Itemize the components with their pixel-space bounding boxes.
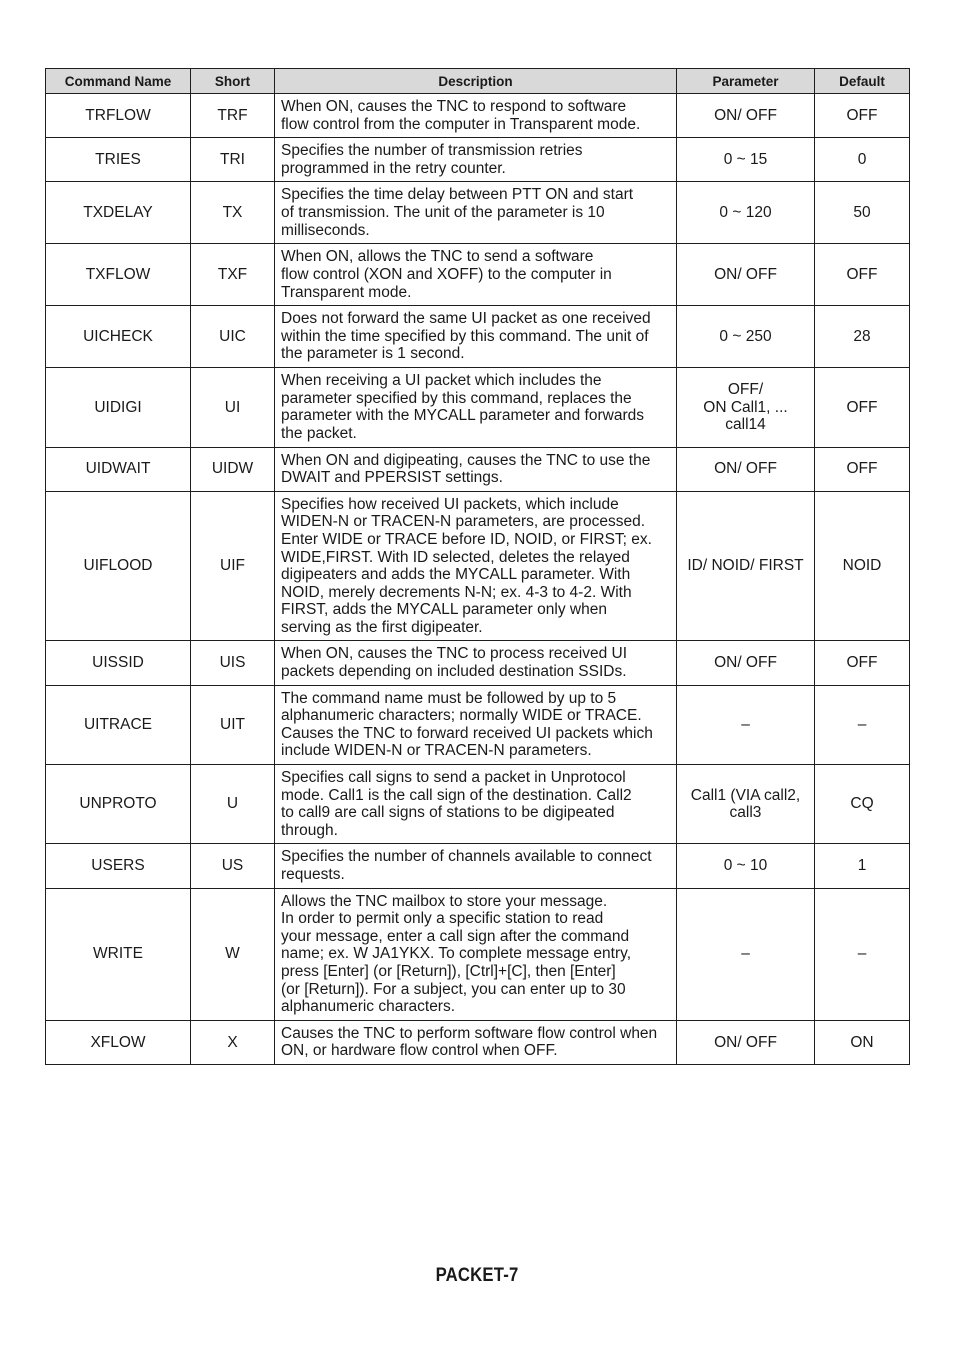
default-cell: 0	[815, 138, 910, 182]
short-cell: TX	[191, 182, 275, 244]
default-cell: NOID	[815, 491, 910, 641]
command-name-cell: UISSID	[46, 641, 191, 685]
table-body	[46, 94, 910, 1065]
default-cell: OFF	[815, 641, 910, 685]
header-parameter: Parameter	[677, 69, 815, 94]
command-name-cell: XFLOW	[46, 1020, 191, 1064]
command-name-cell: UIDWAIT	[46, 447, 191, 491]
header-default: Default	[815, 69, 910, 94]
command-name-cell: UNPROTO	[46, 765, 191, 844]
table-header	[46, 69, 910, 94]
default-cell: OFF	[815, 368, 910, 447]
table-row	[46, 1020, 910, 1064]
description-cell: When ON, allows the TNC to send a software flow control (XON and XOFF) to the computer in Transparent mode.	[275, 244, 677, 306]
short-cell: UIT	[191, 685, 275, 764]
description-cell: When ON, causes the TNC to process received UI packets depending on included destination SSIDs.	[275, 641, 677, 685]
description-cell: When receiving a UI packet which includes the parameter specified by this command, replaces the parameter with the MYCALL parameter and forwards the packet.	[275, 368, 677, 447]
short-cell: W	[191, 888, 275, 1020]
description-cell: Does not forward the same UI packet as one received within the time specified by this command. The unit of the parameter is 1 second.	[275, 306, 677, 368]
default-cell: OFF	[815, 244, 910, 306]
table-row	[46, 368, 910, 447]
header-row	[46, 69, 910, 94]
command-name-cell: UIFLOOD	[46, 491, 191, 641]
parameter-cell: 0 ~ 15	[677, 138, 815, 182]
short-cell: U	[191, 765, 275, 844]
short-cell: UIC	[191, 306, 275, 368]
command-name-cell: TXDELAY	[46, 182, 191, 244]
command-name-cell: UITRACE	[46, 685, 191, 764]
header-command-name: Command Name	[46, 69, 191, 94]
default-cell: OFF	[815, 94, 910, 138]
short-cell: UIS	[191, 641, 275, 685]
description-cell: When ON and digipeating, causes the TNC to use the DWAIT and PPERSIST settings.	[275, 447, 677, 491]
table-row	[46, 182, 910, 244]
parameter-cell: 0 ~ 120	[677, 182, 815, 244]
parameter-cell: –	[677, 685, 815, 764]
command-name-cell: TXFLOW	[46, 244, 191, 306]
parameter-cell: Call1 (VIA call2, call3	[677, 765, 815, 844]
description-cell: The command name must be followed by up to 5 alphanumeric characters; normally WIDE or TRACE. Causes the TNC to forward received UI packets which include WIDEN-N or TRACEN-N parameters.	[275, 685, 677, 764]
parameter-cell: ON/ OFF	[677, 447, 815, 491]
command-name-cell: TRIES	[46, 138, 191, 182]
parameter-cell: ON/ OFF	[677, 1020, 815, 1064]
short-cell: TRF	[191, 94, 275, 138]
command-name-cell: WRITE	[46, 888, 191, 1020]
default-cell: 28	[815, 306, 910, 368]
table-row	[46, 244, 910, 306]
table-row	[46, 641, 910, 685]
short-cell: X	[191, 1020, 275, 1064]
short-cell: TXF	[191, 244, 275, 306]
table-row	[46, 138, 910, 182]
default-cell: 50	[815, 182, 910, 244]
default-cell: –	[815, 888, 910, 1020]
default-cell: 1	[815, 844, 910, 888]
description-cell: Specifies call signs to send a packet in Unprotocol mode. Call1 is the call sign of the destination. Call2 to call9 are call signs of stations to be digipeated through.	[275, 765, 677, 844]
header-short: Short	[191, 69, 275, 94]
parameter-cell: ON/ OFF	[677, 244, 815, 306]
table-row	[46, 844, 910, 888]
description-cell: Specifies the number of channels available to connect requests.	[275, 844, 677, 888]
command-name-cell: UICHECK	[46, 306, 191, 368]
default-cell: ON	[815, 1020, 910, 1064]
table-row	[46, 765, 910, 844]
short-cell: UIDW	[191, 447, 275, 491]
table-row	[46, 888, 910, 1020]
header-description: Description	[275, 69, 677, 94]
default-cell: OFF	[815, 447, 910, 491]
description-cell: When ON, causes the TNC to respond to software flow control from the computer in Transparent mode.	[275, 94, 677, 138]
parameter-cell: ON/ OFF	[677, 94, 815, 138]
short-cell: TRI	[191, 138, 275, 182]
parameter-cell: ON/ OFF	[677, 641, 815, 685]
table-row	[46, 94, 910, 138]
short-cell: UIF	[191, 491, 275, 641]
table-row	[46, 491, 910, 641]
default-cell: –	[815, 685, 910, 764]
description-cell: Specifies how received UI packets, which include WIDEN-N or TRACEN-N parameters, are processed. Enter WIDE or TRACE before ID, NOID, or FIRST; ex. WIDE,FIRST. With ID selected, deletes the relayed digipeaters and adds the MYCALL parameter. With NOID, merely decrements N-N; ex. 4-3 to 4-2. With FIRST, adds the MYCALL parameter only when serving as the first digipeater.	[275, 491, 677, 641]
table-row	[46, 685, 910, 764]
page-number: PACKET-7	[435, 1265, 519, 1286]
short-cell: UI	[191, 368, 275, 447]
parameter-cell: OFF/ ON Call1, ... call14	[677, 368, 815, 447]
command-table	[45, 68, 910, 1065]
description-cell: Allows the TNC mailbox to store your message. In order to permit only a specific station to read your message, enter a call sign after the command name; ex. W JA1YKX. To complete message entry, press [Enter] (or [Return]), [Ctrl]+[C], then [Enter] (or [Return]). For a subject, you can enter up to 30 alphanumeric characters.	[275, 888, 677, 1020]
description-cell: Causes the TNC to perform software flow control when ON, or hardware flow control when OFF.	[275, 1020, 677, 1064]
command-name-cell: USERS	[46, 844, 191, 888]
table-row	[46, 447, 910, 491]
command-name-cell: UIDIGI	[46, 368, 191, 447]
parameter-cell: 0 ~ 10	[677, 844, 815, 888]
short-cell: US	[191, 844, 275, 888]
default-cell: CQ	[815, 765, 910, 844]
command-name-cell: TRFLOW	[46, 94, 191, 138]
description-cell: Specifies the time delay between PTT ON and start of transmission. The unit of the parameter is 10 milliseconds.	[275, 182, 677, 244]
parameter-cell: 0 ~ 250	[677, 306, 815, 368]
table-row	[46, 306, 910, 368]
parameter-cell: –	[677, 888, 815, 1020]
description-cell: Specifies the number of transmission retries programmed in the retry counter.	[275, 138, 677, 182]
parameter-cell: ID/ NOID/ FIRST	[677, 491, 815, 641]
